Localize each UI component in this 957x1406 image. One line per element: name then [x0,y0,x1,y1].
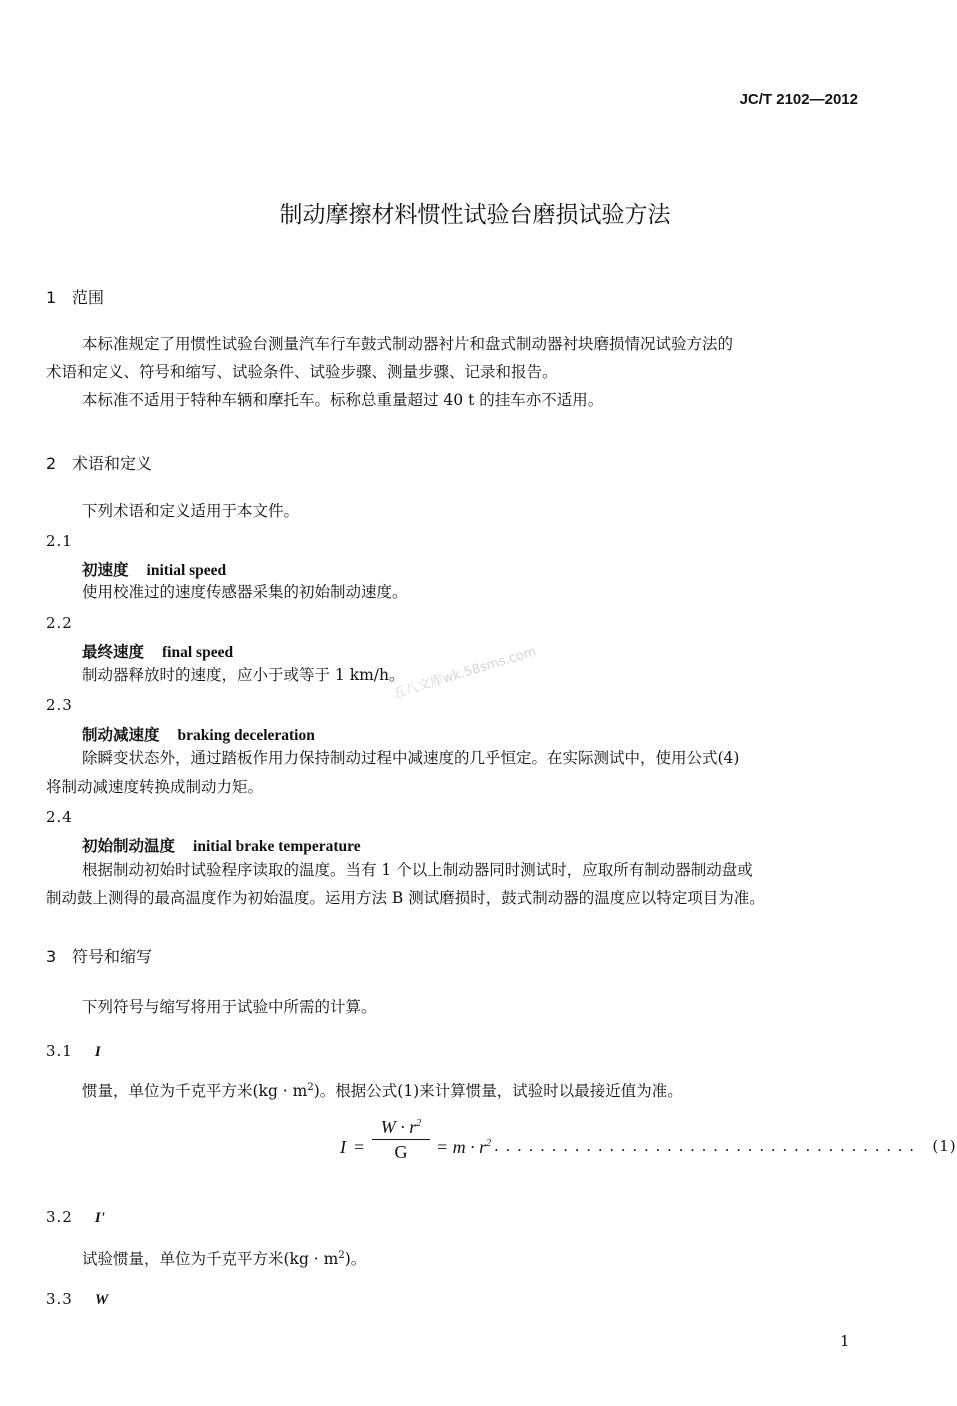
clause-number: 3.1 [46,1042,73,1060]
term-definition: 使用校准过的速度传感器采集的初始制动速度。 [82,583,408,601]
symbol: I [94,1044,101,1060]
term-zh: 初始制动温度 [82,837,176,855]
formula-rhs [436,1137,491,1158]
standard-number: JC/T 2102—2012 [739,91,858,108]
term-en: initial speed [146,562,227,579]
equation-leader: . . . . . . . . . . . . . . . . . . . . . . . . . . . . . . . . . . . . . (1) [494,1137,957,1155]
section-number: 2 [46,454,57,473]
term-zh: 初速度 [82,561,129,579]
description-text: )。根据公式(1)来计算惯量，试验时以最接近值为准。 [313,1082,683,1101]
term-en: final speed [162,644,234,661]
term-definition-line-2: 将制动减速度转换成制动力矩。 [46,778,264,796]
symbol-clause [46,1208,105,1227]
section-number: 1 [46,288,57,307]
clause-number: 2.1 [46,532,73,550]
superscript: 2 [486,1138,492,1149]
description-text: )。 [344,1250,367,1269]
clause-number: 2.3 [46,696,73,714]
watermark: 五八文库wk.58sms.com [391,644,538,703]
formula-equals: = [354,1137,365,1157]
superscript: 2 [338,1250,345,1261]
equation-label: (1) [932,1137,957,1155]
term-zh: 最终速度 [82,643,145,661]
clause-number: 2.4 [46,808,73,826]
section-title: 符号和缩写 [72,947,153,966]
formula-numerator [372,1117,430,1140]
term-zh: 制动减速度 [82,726,160,744]
formula-fraction [372,1117,430,1163]
term-heading [82,640,233,662]
symbol-clause [46,1290,108,1309]
term-definition-line-1: 除瞬变状态外，通过踏板作用力保持制动过程中减速度的几乎恒定。在实际测试中，使用公式(4) [82,749,740,767]
term-heading [82,558,226,580]
symbol: W [94,1292,109,1308]
symbol: I' [94,1210,105,1226]
page-number: 1 [840,1332,850,1350]
section-title: 术语和定义 [72,454,153,473]
section-2-heading [46,451,152,474]
symbol-description [82,1242,366,1273]
section-3-heading [46,944,152,967]
scope-paragraph-2: 本标准不适用于特种车辆和摩托车。标称总重量超过 40 t 的挂车亦不适用。 [82,391,604,409]
term-heading [82,834,361,856]
term-en: initial brake temperature [193,838,361,855]
section-number: 3 [46,947,57,966]
superscript: 2 [416,1118,422,1129]
terms-intro: 下列术语和定义适用于本文件。 [82,502,300,520]
term-definition: 制动器释放时的速度，应小于或等于 1 km/h。 [82,666,405,684]
section-1-heading [46,285,104,308]
formula-lhs: I [340,1137,346,1157]
scope-paragraph-1-line-2: 术语和定义、符号和缩写、试验条件、试验步骤、测量步骤、记录和报告。 [46,363,558,381]
term-definition-line-1: 根据制动初始时试验程序读取的温度。当有 1 个以上制动器同时测试时，应取所有制动器制动盘或 [82,861,753,879]
section-title: 范围 [72,288,105,307]
symbol-clause [46,1042,101,1061]
symbols-intro: 下列符号与缩写将用于试验中所需的计算。 [82,998,377,1016]
scope-paragraph-1-line-1: 本标准规定了用惯性试验台测量汽车行车鼓式制动器衬片和盘式制动器衬块磨损情况试验方法的 [82,335,734,353]
description-text: 惯量，单位为千克平方米(kg · m [82,1082,308,1101]
clause-number: 3.3 [46,1290,73,1308]
description-text: 试验惯量，单位为千克平方米(kg · m [82,1250,339,1269]
clause-number: 3.2 [46,1208,73,1226]
formula-denominator: G [394,1142,408,1162]
rhs-text: = m · r [436,1137,487,1157]
term-definition-line-2: 制动鼓上测得的最高温度作为初始温度。运用方法 B 测试磨损时，鼓式制动器的温度应以特定项目为准。 [46,889,765,907]
numerator-text: W · r [380,1117,417,1137]
term-heading [82,723,315,745]
document-title: 制动摩擦材料惯性试验台磨损试验方法 [279,202,671,228]
clause-number: 2.2 [46,614,73,632]
superscript: 2 [307,1082,314,1093]
symbol-description [82,1074,683,1105]
term-en: braking deceleration [177,727,315,744]
